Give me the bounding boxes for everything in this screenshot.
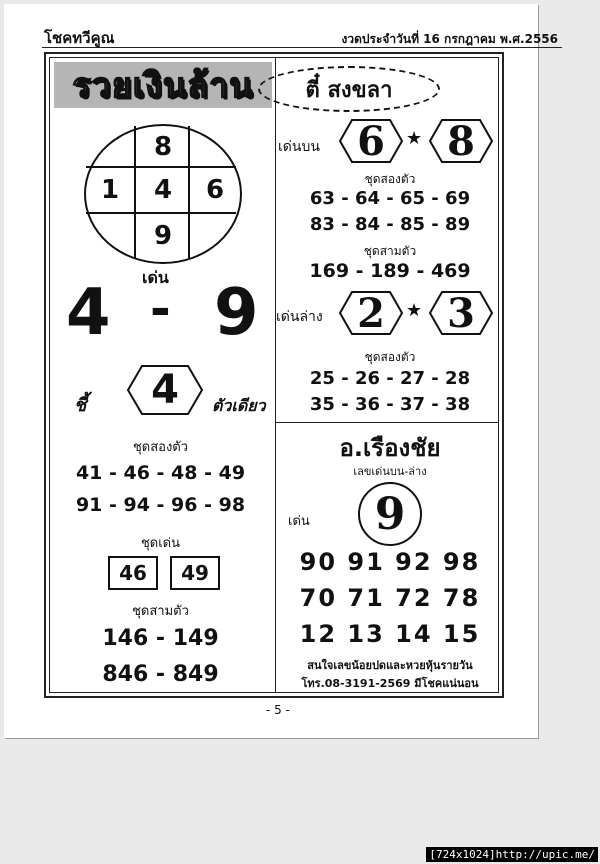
grid-cell-left: 1 [100, 175, 120, 205]
star-icon: ★ [406, 300, 423, 321]
header-left-title: โชคทวีคูณ [44, 29, 115, 47]
right-title: ตี๋ สงขลา [305, 77, 393, 103]
two-digit-row-1: 63 - 64 - 65 - 69 [309, 188, 471, 209]
header-right-date: งวดประจำวันที่ 16 กรกฎาคม พ.ศ.2556 [341, 32, 558, 46]
content-frame [44, 52, 504, 698]
pen-digit-b: 9 [214, 276, 259, 350]
three-digit-label: ชุดสามตัว [363, 244, 417, 258]
three-digit-row: 169 - 189 - 469 [309, 260, 471, 282]
bottom-digit-b: 3 [447, 289, 475, 337]
pen-label: เด่น [142, 268, 169, 287]
star-icon: ★ [406, 128, 423, 149]
number-grid-circle [84, 124, 242, 264]
featured-box-2: 49 [170, 556, 220, 590]
bottom-hexagon-b [428, 290, 494, 336]
two-digit-label-1: ชุดสองตัว [364, 172, 416, 186]
top-digit-b: 8 [447, 117, 475, 165]
grid-cell-center: 4 [153, 175, 173, 205]
three-digit-row-1: 146 - 149 [102, 626, 219, 651]
section2-subtitle: เลขเด่นบน-ล่าง [353, 465, 427, 478]
two-digit-label-2: ชุดสองตัว [364, 350, 416, 364]
single-label: ตัวเดียว [212, 396, 266, 415]
three-digit-row-2: 846 - 849 [102, 662, 219, 687]
pen-digit-a: 4 [66, 276, 111, 350]
chi-hexagon [126, 364, 204, 416]
grid-cell-right: 6 [205, 175, 225, 205]
right-section-divider [275, 422, 499, 423]
number-row-2: 70 71 72 78 [299, 584, 481, 612]
right-title-oval [258, 66, 440, 112]
watermark-link[interactable]: [724x1024]http://upic.me/ [426, 847, 598, 862]
chi-label: ชี้ [74, 395, 87, 416]
bottom-label: เด่นล่าง [276, 309, 323, 325]
page-number: - 5 - [266, 703, 290, 717]
grid-cell-top: 8 [153, 132, 173, 162]
top-hexagon-a [338, 118, 404, 164]
column-divider [275, 57, 276, 693]
top-digit-a: 6 [357, 117, 385, 165]
three-digit-label: ชุดสามตัว [132, 604, 189, 619]
two-digit-row-3: 25 - 26 - 27 - 28 [309, 368, 471, 389]
top-label: เด่นบน [278, 139, 320, 155]
two-digit-row-4: 35 - 36 - 37 - 38 [309, 394, 471, 415]
contact-line-2: โทร.08-3191-2569 มีโชคแน่นอน [301, 677, 479, 690]
section2-pen-label: เด่น [288, 514, 310, 529]
chi-value: 4 [151, 367, 179, 413]
two-digit-label: ชุดสองตัว [132, 440, 189, 455]
contact-line-1: สนใจเลขน้อยปดและหวยหุ้นรายวัน [307, 659, 473, 672]
left-title-box [54, 62, 272, 108]
left-title: รวยเงินล้าน [72, 66, 254, 106]
grid-line [86, 166, 236, 168]
number-row-1: 90 91 92 98 [299, 548, 481, 576]
two-digit-row-2: 91 - 94 - 96 - 98 [75, 494, 246, 516]
featured-box-1: 46 [108, 556, 158, 590]
section2-title: อ.เรืองชัย [339, 434, 441, 462]
header-rule [42, 47, 562, 48]
grid-cell-bottom: 9 [153, 221, 173, 251]
bottom-hexagon-a [338, 290, 404, 336]
section2-pen-ring: 9 [358, 482, 422, 546]
bottom-digit-a: 2 [357, 289, 385, 337]
top-hexagon-b [428, 118, 494, 164]
number-row-3: 12 13 14 15 [299, 620, 481, 648]
pen-dash: - [150, 280, 171, 338]
two-digit-row-1: 41 - 46 - 48 - 49 [75, 462, 246, 484]
grid-line [86, 212, 236, 214]
featured-label: ชุดเด่น [140, 536, 181, 551]
two-digit-row-2: 83 - 84 - 85 - 89 [309, 214, 471, 235]
